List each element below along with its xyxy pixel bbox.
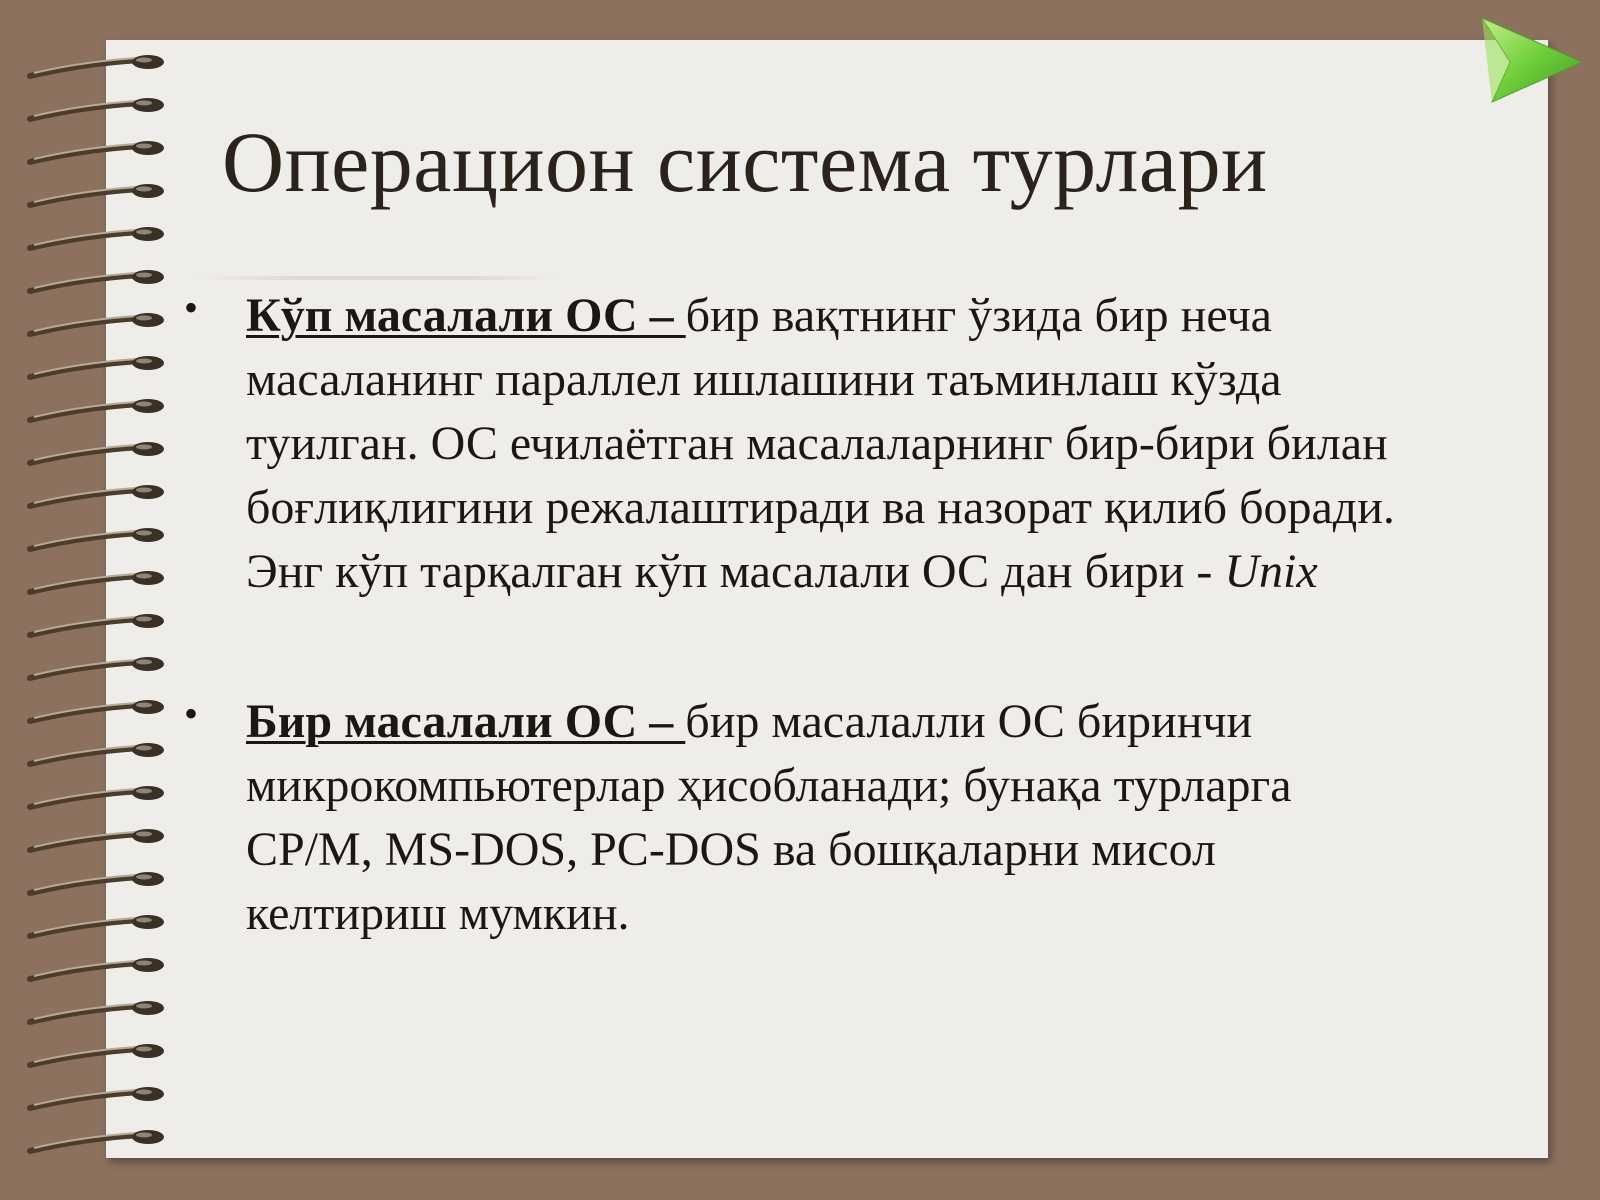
bullet-emphasis: Unix [1224, 545, 1318, 598]
bullet-text: бир масалалли ОС биринчи микрокомпьютерлар ҳисобланади; бунақа турларга CP/M, MS-DOS, PC-DOS ва бошқаларни мисол келтириш мумкин. [246, 695, 1292, 940]
binding-ring [30, 528, 164, 549]
binding-ring [30, 1130, 164, 1151]
binding-ring [30, 98, 164, 119]
bullet-term: Кўп масалали ОС – [246, 289, 686, 342]
bullet-marker: • [184, 285, 199, 330]
binding-ring [30, 227, 164, 248]
binding-ring [30, 786, 164, 807]
binding-ring [30, 1044, 164, 1065]
binding-ring [30, 55, 164, 76]
binding-ring [30, 614, 164, 635]
bullet-marker: • [184, 691, 199, 736]
bullet-item-singletask [184, 690, 1424, 946]
binding-ring [30, 399, 164, 420]
green-arrow-icon[interactable] [1470, 14, 1590, 110]
binding-ring [30, 313, 164, 334]
spiral-binding-icon [0, 0, 200, 1200]
binding-ring [30, 184, 164, 205]
bullet-item-multitask [184, 284, 1424, 604]
binding-ring [30, 700, 164, 721]
binding-ring [30, 442, 164, 463]
binding-ring [30, 356, 164, 377]
binding-ring [30, 829, 164, 850]
binding-ring [30, 571, 164, 592]
binding-ring [30, 270, 164, 291]
binding-ring [30, 657, 164, 678]
slide-title: Операцион система турлари [222, 114, 1268, 210]
binding-ring [30, 915, 164, 936]
binding-ring [30, 485, 164, 506]
binding-ring [30, 141, 164, 162]
bullet-term: Бир масалали ОС – [246, 695, 686, 748]
binding-ring [30, 1087, 164, 1108]
bullet-text: бир вақтнинг ўзида бир неча масаланинг параллел ишлашини таъминлаш кўзда туилган. ОС ечилаётган масалаларнинг бир-бири билан боғлиқлигини режалаштиради ва назорат қилиб боради. Энг кўп тарқалган кўп масалали ОС дан бири - [246, 289, 1395, 598]
binding-ring [30, 743, 164, 764]
bullet-list [184, 284, 1424, 946]
binding-ring [30, 872, 164, 893]
binding-ring [30, 958, 164, 979]
binding-ring [30, 1001, 164, 1022]
title-divider [196, 276, 556, 280]
